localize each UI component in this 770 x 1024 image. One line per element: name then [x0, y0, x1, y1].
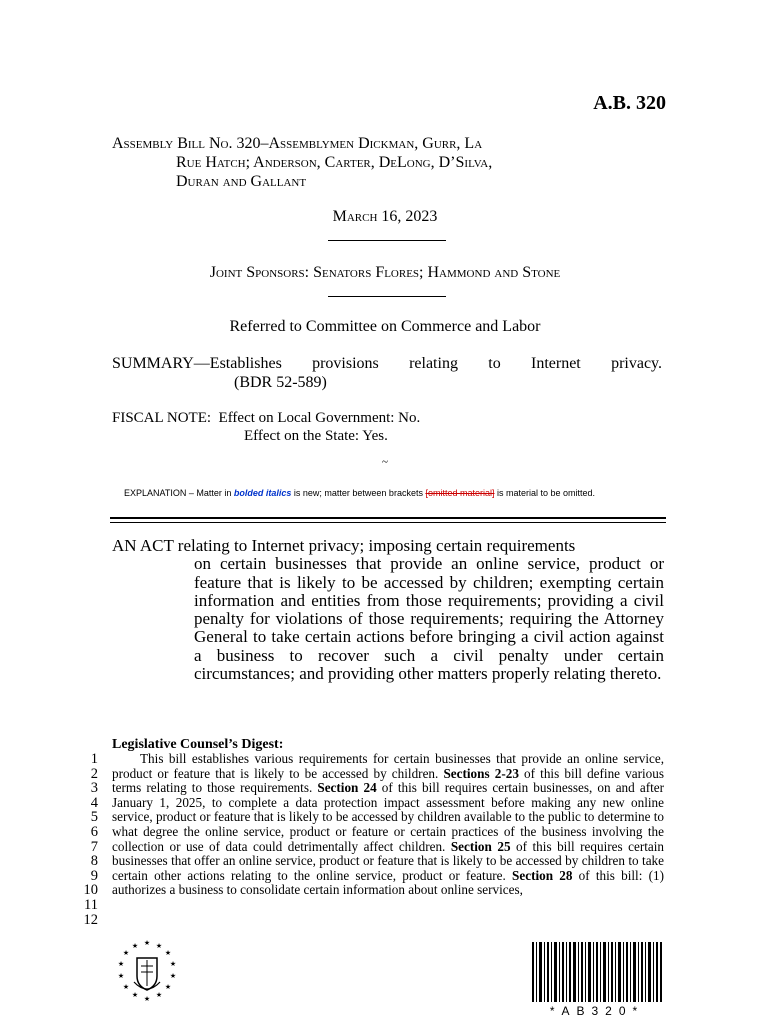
digest-section-ref: Sections 2-23	[443, 765, 519, 781]
svg-text:★: ★	[143, 939, 151, 947]
authors-line-3: Duran and Gallant	[176, 173, 307, 190]
line-number: 4	[90, 794, 98, 811]
explanation-middle: is new; matter between brackets	[291, 488, 426, 498]
explanation-prefix: EXPLANATION – Matter in	[124, 488, 234, 498]
line-number: 7	[90, 838, 98, 855]
line-number: 5	[90, 809, 98, 826]
explanation-suffix: is material to be omitted.	[494, 488, 596, 498]
divider-rule	[328, 240, 446, 241]
svg-text:★: ★	[131, 942, 139, 950]
explanation-omitted-text: [omitted material]	[425, 488, 495, 498]
digest-text: of this bill requires certain businesses, on and after January 1, 2025, to complete a data protection impact assessment before making any new online service, product or feature that is likely to be accessed by children available to the public to determine to what degree the online service, product or feature or certain practices of the business involving the collection or use of data could detrimentally affect children.	[112, 780, 664, 854]
line-number: 10	[83, 882, 98, 899]
explanation-note	[124, 488, 595, 498]
svg-text:★: ★	[143, 995, 151, 1003]
line-number: 1	[90, 751, 98, 767]
bill-number: A.B. 320	[593, 92, 666, 114]
line-number: 11	[84, 896, 98, 913]
svg-text:★: ★	[164, 983, 172, 991]
digest-text: of this bill define various terms relating to those requirements.	[112, 765, 664, 796]
line-number: 6	[90, 823, 98, 840]
digest-section-ref: Section 28	[512, 867, 573, 883]
line-number: 2	[90, 765, 98, 782]
digest-text: of this bill: (1) authorizes a business to consolidate certain information about online services,	[112, 867, 664, 898]
digest-text: of this bill requires certain businesses that offer an online service, product or feature that is likely to be accessed by children to take certain other actions relating to the online service, product or feature.	[112, 838, 664, 883]
digest-section-ref: Section 24	[317, 780, 377, 796]
act-title	[112, 537, 664, 683]
separator-tilde: ~	[382, 456, 388, 468]
digest-paragraph	[112, 752, 664, 898]
fiscal-line-2: Effect on the State: Yes.	[244, 428, 388, 444]
barcode-icon	[532, 942, 662, 1002]
explanation-new-text: bolded italics	[233, 488, 292, 498]
barcode-label: *AB320*	[549, 1004, 645, 1018]
digest-text: This bill establishes various requirements for certain businesses that provide an online service, product or feature that is likely to be accessed by children.	[112, 751, 664, 781]
bill-authors	[112, 134, 664, 191]
state-seal-icon	[112, 936, 182, 1006]
svg-text:★: ★	[164, 949, 172, 957]
svg-text:★: ★	[117, 972, 125, 980]
divider-rule	[328, 296, 446, 297]
svg-text:★: ★	[155, 942, 163, 950]
svg-text:★: ★	[122, 949, 130, 957]
svg-text:★: ★	[155, 991, 163, 999]
summary-line-2: (BDR 52-589)	[234, 374, 327, 391]
act-body: on certain businesses that provide an online service, product or feature that is likely to be accessed by children; exempting certain information and entities from those requirements; providing a civil penalty for violations of those requirements; requiring the Attorney General to take certain actions before bringing a civil action against a business to recover such a civil penalty under certain circumstances; and providing other matters properly relating thereto.	[194, 554, 664, 684]
bill-summary	[112, 354, 662, 392]
svg-text:★: ★	[131, 991, 139, 999]
authors-line-1: Assembly Bill No. 320–Assemblymen Dickman, Gurr, La	[112, 135, 483, 152]
digest-section-ref: Section 25	[450, 838, 511, 854]
line-number: 3	[90, 780, 98, 797]
digest-body	[112, 752, 664, 898]
svg-text:★: ★	[117, 960, 125, 968]
line-number: 12	[83, 911, 98, 928]
line-numbers	[62, 752, 98, 927]
svg-text:★: ★	[169, 972, 177, 980]
authors-line-2: Rue Hatch; Anderson, Carter, DeLong, D’Silva,	[176, 154, 493, 171]
fiscal-note	[112, 409, 420, 445]
line-number: 9	[90, 867, 98, 884]
act-first-line: AN ACT relating to Internet privacy; imposing certain requirements	[112, 536, 576, 555]
double-rule	[110, 517, 666, 523]
svg-text:★: ★	[122, 983, 130, 991]
svg-text:★: ★	[169, 960, 177, 968]
joint-sponsors: Joint Sponsors: Senators Flores; Hammond and Stone	[209, 264, 561, 281]
bill-date: March 16, 2023	[332, 208, 438, 225]
fiscal-line-1: FISCAL NOTE: Effect on Local Government: No.	[112, 410, 421, 426]
digest-heading: Legislative Counsel’s Digest:	[112, 737, 284, 752]
summary-line-1: SUMMARY—Establishes provisions relating to Internet privacy.	[112, 355, 662, 372]
referred-committee: Referred to Committee on Commerce and Labor	[229, 318, 541, 335]
line-number: 8	[90, 853, 98, 870]
